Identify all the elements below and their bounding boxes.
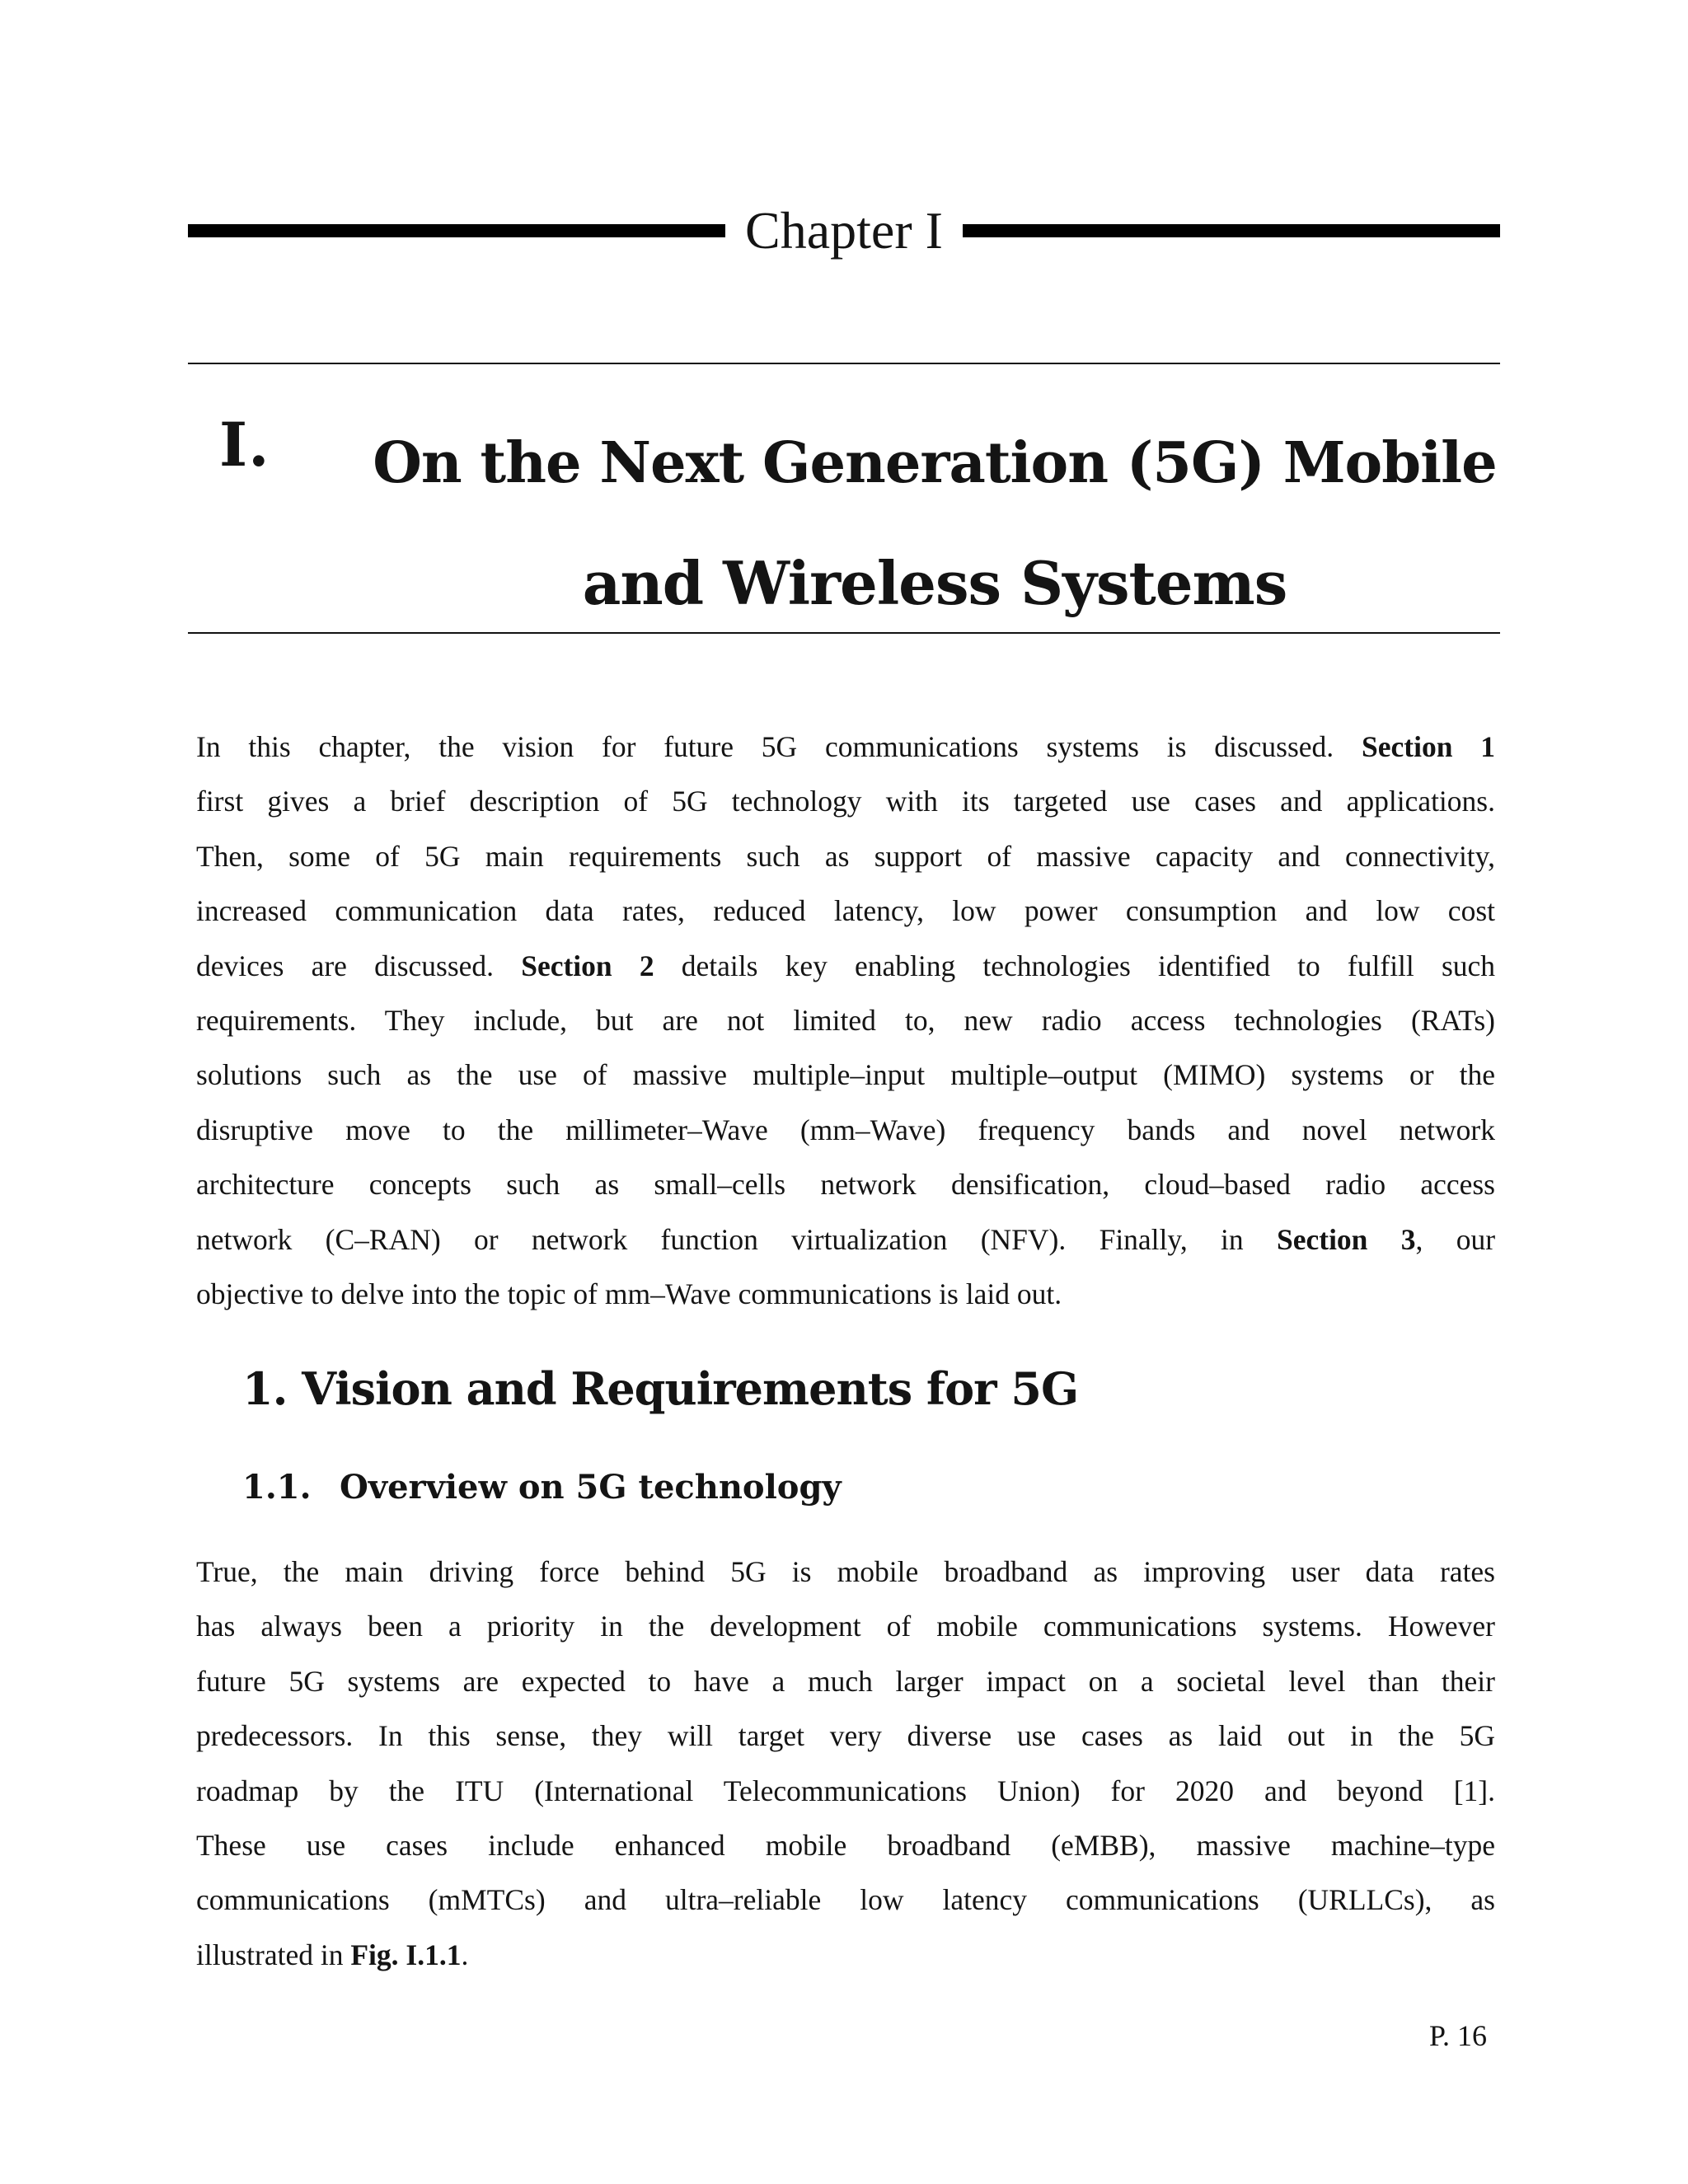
text-span: . [461,1938,469,1971]
section-ref: Section 3 [1276,1222,1416,1256]
section-ref: Section 2 [521,949,654,982]
text-line: disruptive move to the millimeter–Wave (mm–Wave) frequency bands and novel network [196,1113,1495,1146]
text-line: Then, some of 5G main requirements such as support of massive capacity and connectivity, [196,839,1495,873]
text-line [196,939,1495,993]
text-span: , our [1415,1222,1496,1256]
text-span: network (C–RAN) or network function virtualization (NFV). Finally, in [196,1222,1277,1256]
text-span: illustrated in [196,1938,351,1971]
text-line: has always been a priority in the development of mobile communications systems. However [196,1610,1495,1643]
text-line: architecture concepts such as small–cells network densification, cloud–based radio access [196,1168,1495,1202]
banner-bar-left [188,224,725,237]
text-line [196,1212,1495,1267]
figure-ref: Fig. I.1.1 [350,1938,462,1971]
text-line: first gives a brief description of 5G technology with its targeted use cases and applications. [196,785,1495,818]
subsection-title: Overview on 5G technology [340,1468,842,1507]
text-line: True, the main driving force behind 5G is mobile broadband as improving user data rates [196,1555,1495,1588]
text-span: In this chapter, the vision for future 5G communications systems is discussed. [196,730,1362,763]
section-heading: 1. Vision and Requirements for 5G [242,1362,1079,1415]
text-line [196,719,1495,774]
document-page [188,0,1500,2184]
text-line: These use cases include enhanced mobile broadband (eMBB), massive machine–type [196,1828,1495,1862]
section-ref: Section 1 [1362,730,1496,763]
text-line [196,1928,1495,1982]
subsection-number: 1.1. [242,1468,312,1507]
body-paragraph [196,1544,1495,1982]
text-line: predecessors. In this sense, they will target very diverse use cases as laid out in the 5G [196,1719,1495,1753]
page-number: P. 16 [1428,2019,1487,2052]
title-rule-bottom [188,632,1500,634]
text-line: roadmap by the ITU (International Telecommunications Union) for 2020 and beyond [1]. [196,1774,1495,1807]
chapter-banner [188,198,1500,264]
text-line: future 5G systems are expected to have a much larger impact on a societal level than their [196,1664,1495,1698]
text-line: increased communication data rates, reduced latency, low power consumption and low cost [196,894,1495,928]
chapter-title [369,404,1500,643]
chapter-title-number: I. [219,410,270,480]
text-line: objective to delve into the topic of mm–Wave communications is laid out. [196,1277,1062,1310]
text-span: devices are discussed. [196,949,522,982]
text-line: communications (mMTCs) and ultra–reliable low latency communications (URLLCs), as [196,1883,1495,1917]
subsection-heading [242,1463,842,1512]
intro-paragraph [196,719,1495,1321]
chapter-title-line: and Wireless Systems [582,548,1287,618]
title-rule-top [188,363,1500,364]
banner-bar-right [963,224,1500,237]
chapter-title-line: On the Next Generation (5G) Mobile [373,430,1497,496]
text-line: requirements. They include, but are not limited to, new radio access technologies (RATs) [196,1003,1495,1037]
text-line: solutions such as the use of massive multiple–input multiple–output (MIMO) systems or the [196,1058,1495,1092]
text-span: details key enabling technologies identified to fulfill such [654,949,1496,982]
chapter-label: Chapter I [745,201,943,260]
